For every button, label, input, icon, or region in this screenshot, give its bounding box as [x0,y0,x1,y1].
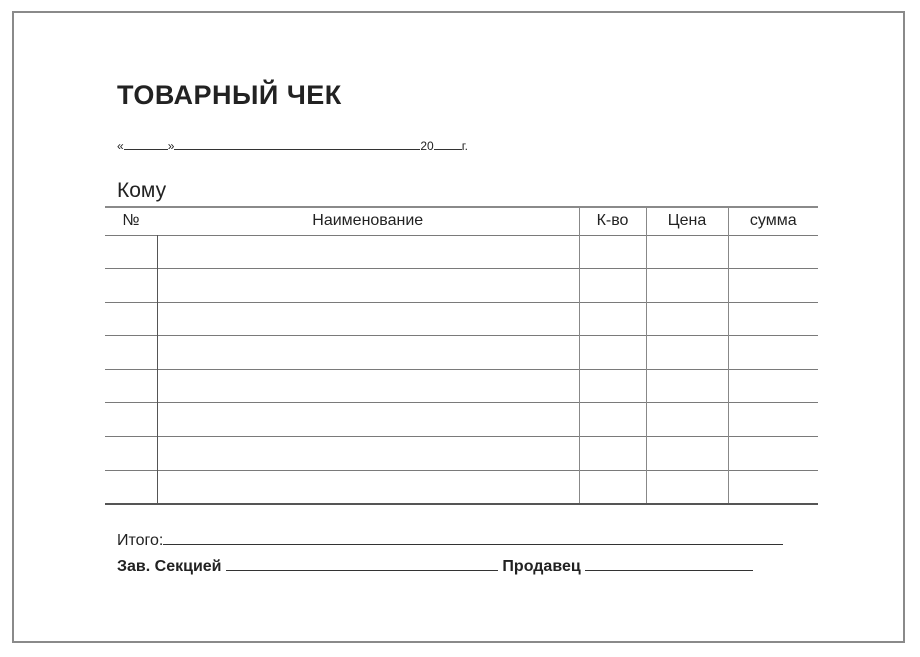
year-suffix: г. [461,139,468,153]
cell-name[interactable] [157,369,579,403]
cell-sum[interactable] [728,302,818,336]
table-row [105,269,818,303]
cell-sum[interactable] [728,336,818,370]
cell-number[interactable] [105,302,157,336]
cell-number[interactable] [105,369,157,403]
cell-quantity[interactable] [579,437,646,471]
cell-name[interactable] [157,470,579,504]
year-prefix: 20 [420,139,434,153]
day-blank[interactable] [124,140,168,150]
seller-blank[interactable] [585,556,753,571]
total-blank[interactable] [163,530,783,545]
cell-name[interactable] [157,235,579,269]
cell-quantity[interactable] [579,269,646,303]
header-number: № [122,212,140,230]
header-price: Цена [646,207,728,235]
table-row [105,437,818,471]
cell-sum[interactable] [728,269,818,303]
table-row [105,302,818,336]
close-quote: » [167,139,175,153]
cell-price[interactable] [646,235,728,269]
items-table [105,206,818,505]
month-blank[interactable] [174,140,420,150]
cell-sum[interactable] [728,437,818,471]
cell-number[interactable] [105,470,157,504]
cell-number[interactable] [105,336,157,370]
cell-number[interactable] [105,437,157,471]
total-line [117,530,783,550]
header-name: Наименование [312,212,424,230]
cell-quantity[interactable] [579,302,646,336]
cell-number[interactable] [105,403,157,437]
cell-price[interactable] [646,269,728,303]
document-title: ТОВАРНЫЙ ЧЕК [117,80,342,110]
cell-price[interactable] [646,437,728,471]
cell-number[interactable] [105,269,157,303]
section-head-blank[interactable] [226,556,498,571]
open-quote: « [117,139,124,153]
cell-sum[interactable] [728,403,818,437]
table-header-row [105,207,818,235]
cell-quantity[interactable] [579,336,646,370]
cell-name[interactable] [157,269,579,303]
cell-name[interactable] [157,437,579,471]
header-quantity: К-во [579,207,646,235]
cell-quantity[interactable] [579,470,646,504]
cell-name[interactable] [157,302,579,336]
seller-label: Продавец [502,558,581,575]
cell-price[interactable] [646,336,728,370]
cell-price[interactable] [646,302,728,336]
cell-quantity[interactable] [579,403,646,437]
date-line [117,139,468,153]
table-row [105,336,818,370]
cell-quantity[interactable] [579,235,646,269]
table-row [105,403,818,437]
table-row [105,235,818,269]
cell-price[interactable] [646,470,728,504]
table-row [105,470,818,504]
cell-price[interactable] [646,403,728,437]
cell-number[interactable] [105,235,157,269]
header-sum: сумма [728,207,818,235]
recipient-label: Кому [117,179,167,202]
cell-name[interactable] [157,403,579,437]
cell-sum[interactable] [728,470,818,504]
year-blank[interactable] [434,140,462,150]
table-row [105,369,818,403]
cell-sum[interactable] [728,369,818,403]
signature-line [117,556,753,576]
cell-name[interactable] [157,336,579,370]
section-head-label: Зав. Секцией [117,558,222,575]
cell-sum[interactable] [728,235,818,269]
cell-price[interactable] [646,369,728,403]
total-label: Итого: [117,532,164,549]
cell-quantity[interactable] [579,369,646,403]
